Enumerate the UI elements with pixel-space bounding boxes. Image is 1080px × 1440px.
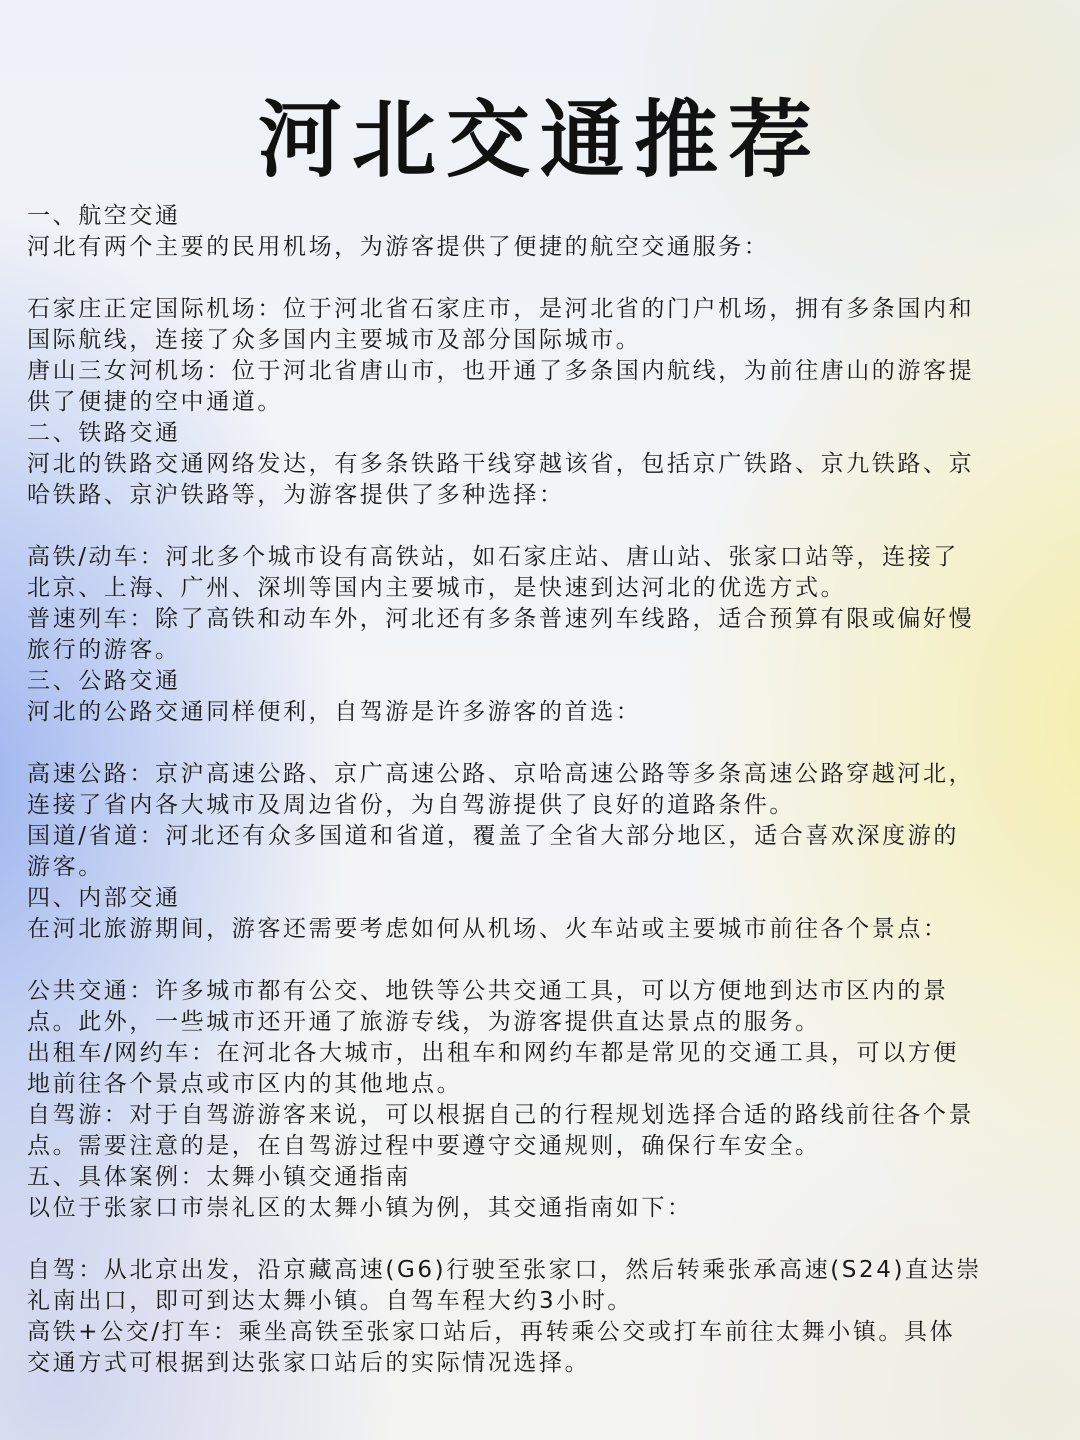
paragraph-line: 游客。 <box>27 854 104 880</box>
paragraph-line: 自驾游：对于自驾游游客来说，可以根据自己的行程规划选择合适的路线前往各个景 <box>27 1102 975 1128</box>
spacer <box>27 511 1057 542</box>
paragraph-line: 国道/省道：河北还有众多国道和省道，覆盖了全省大部分地区，适合喜欢深度游的 <box>27 823 959 849</box>
paragraph-line: 交通方式可根据到达张家口站后的实际情况选择。 <box>27 1350 591 1376</box>
paragraph-line: 自驾：从北京出发，沿京藏高速(G6)行驶至张家口，然后转乘张承高速(S24)直达崇 <box>27 1257 982 1283</box>
paragraph-line: 国际航线，连接了众多国内主要城市及部分国际城市。 <box>27 327 642 353</box>
paragraph-line: 点。此外，一些城市还开通了旅游专线，为游客提供直达景点的服务。 <box>27 1009 821 1035</box>
paragraph-line: 点。需要注意的是，在自驾游过程中要遵守交通规则，确保行车安全。 <box>27 1133 821 1159</box>
paragraph-line: 公共交通：许多城市都有公交、地铁等公共交通工具，可以方便地到达市区内的景 <box>27 978 949 1004</box>
paragraph-line: 旅行的游客。 <box>27 637 181 663</box>
spacer <box>27 728 1057 759</box>
section-intro-case: 以位于张家口市崇礼区的太舞小镇为例，其交通指南如下： <box>27 1195 693 1221</box>
paragraph-line: 高铁/动车：河北多个城市设有高铁站，如石家庄站、唐山站、张家口站等，连接了 <box>27 544 959 570</box>
section-intro-road: 河北的公路交通同样便利，自驾游是许多游客的首选： <box>27 699 642 725</box>
paragraph-line: 连接了省内各大城市及周边省份，为自驾游提供了良好的道路条件。 <box>27 792 795 818</box>
paragraph-line: 高铁+公交/打车：乘坐高铁至张家口站后，再转乘公交或打车前往太舞小镇。具体 <box>27 1319 956 1345</box>
paragraph-line: 礼南出口，即可到达太舞小镇。自驾车程大约3小时。 <box>27 1288 634 1314</box>
paragraph-line: 地前往各个景点或市区内的其他地点。 <box>27 1071 463 1097</box>
paragraph-line: 高速公路：京沪高速公路、京广高速公路、京哈高速公路等多条高速公路穿越河北， <box>27 761 975 787</box>
section-heading-local: 四、内部交通 <box>27 885 181 911</box>
paragraph-line: 北京、上海、广州、深圳等国内主要城市，是快速到达河北的优选方式。 <box>27 575 847 601</box>
section-heading-rail: 二、铁路交通 <box>27 420 181 446</box>
spacer <box>27 1224 1057 1255</box>
paragraph-line: 供了便捷的空中通道。 <box>27 389 283 415</box>
paragraph-line: 石家庄正定国际机场：位于河北省石家庄市，是河北省的门户机场，拥有多条国内和 <box>27 296 975 322</box>
article-body <box>27 201 1057 1379</box>
paragraph-line: 普速列车：除了高铁和动车外，河北还有多条普速列车线路，适合预算有限或偏好慢 <box>27 606 975 632</box>
page-title: 河北交通推荐 <box>257 91 822 189</box>
section-intro-local: 在河北旅游期间，游客还需要考虑如何从机场、火车站或主要城市前往各个景点： <box>27 916 949 942</box>
section-intro-air: 河北有两个主要的民用机场，为游客提供了便捷的航空交通服务： <box>27 234 770 260</box>
spacer <box>27 263 1057 294</box>
spacer <box>27 945 1057 976</box>
section-intro-rail: 河北的铁路交通网络发达，有多条铁路干线穿越该省，包括京广铁路、京九铁路、京 <box>27 451 975 477</box>
paragraph-line: 唐山三女河机场：位于河北省唐山市，也开通了多条国内航线，为前往唐山的游客提 <box>27 358 975 384</box>
section-heading-road: 三、公路交通 <box>27 668 181 694</box>
section-heading-case: 五、具体案例：太舞小镇交通指南 <box>27 1164 411 1190</box>
paragraph-line: 出租车/网约车：在河北各大城市，出租车和网约车都是常见的交通工具，可以方便 <box>27 1040 959 1066</box>
section-intro-rail: 哈铁路、京沪铁路等，为游客提供了多种选择： <box>27 482 565 508</box>
section-heading-air: 一、航空交通 <box>27 203 181 229</box>
